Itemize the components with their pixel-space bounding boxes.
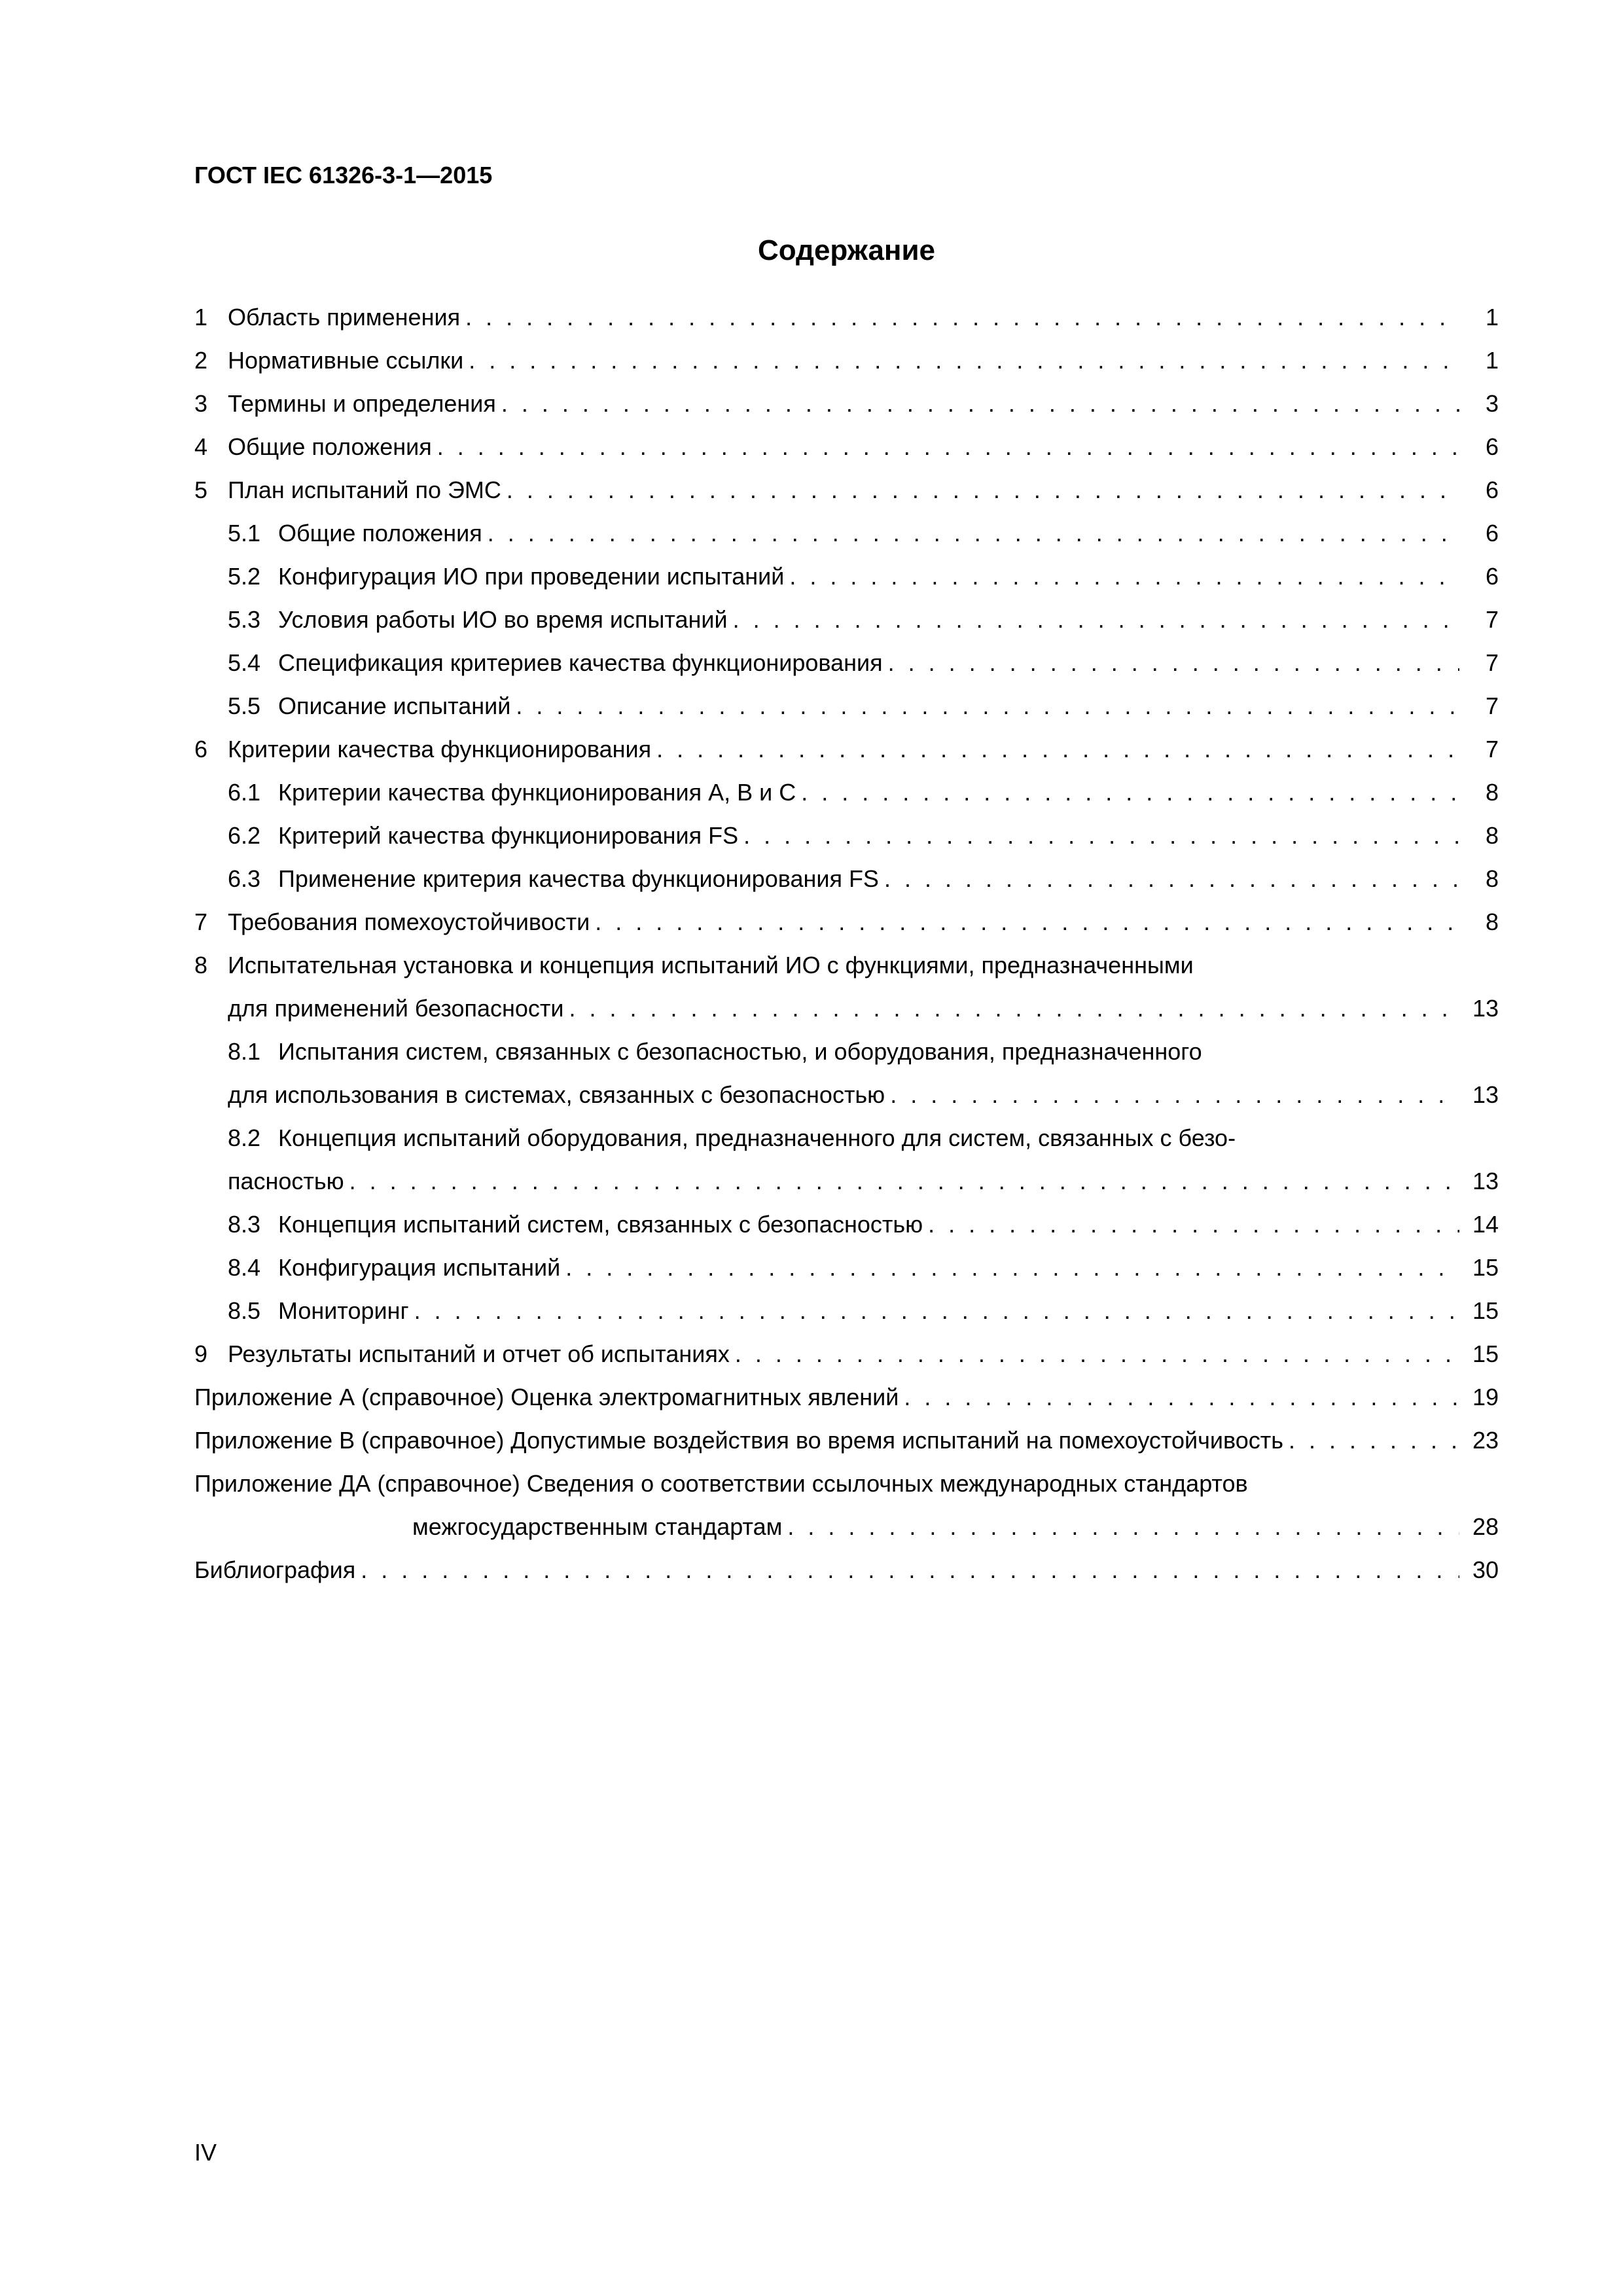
toc-entry-text: Общие положения (228, 433, 432, 460)
toc-page-number: 30 (1472, 1556, 1499, 1583)
toc-entry-number: 5.2 (228, 563, 261, 590)
toc-entry (194, 425, 1499, 469)
toc-entry (228, 512, 1499, 555)
toc-entry (228, 771, 1499, 814)
toc-page-number: 1 (1485, 304, 1499, 331)
toc-entry-text: Концепция испытаний систем, связанных с безопасностью (278, 1211, 923, 1238)
toc-entry-text: Критерий качества функционирования FS (278, 822, 739, 849)
toc-page-number: 6 (1485, 476, 1499, 503)
toc-entry-number: 5.4 (228, 649, 261, 676)
dot-leader (465, 296, 1459, 339)
toc-entry-text: Область применения (228, 304, 461, 331)
toc-entry-number: 1 (194, 304, 208, 331)
toc-entry-text: Критерии качества функционирования А, В и С (278, 779, 796, 806)
dot-leader (488, 512, 1459, 555)
standard-designation: ГОСТ IEC 61326-3-1—2015 (194, 162, 493, 188)
dot-leader (743, 814, 1459, 857)
dot-leader (787, 1505, 1459, 1549)
toc-page-number: 6 (1485, 433, 1499, 460)
toc-entry-text: План испытаний по ЭМС (228, 476, 501, 503)
toc-page-number: 1 (1485, 347, 1499, 374)
page-title: Содержание (757, 234, 936, 266)
toc-entry-text: пасностью (228, 1168, 344, 1194)
toc-entry-number: 7 (194, 908, 208, 935)
toc-entry (228, 555, 1499, 598)
toc-entry (228, 641, 1499, 685)
toc-entry-continuation (228, 987, 1499, 1030)
toc-entry-text: Критерии качества функционирования (228, 736, 652, 762)
toc-page-number: 13 (1472, 995, 1499, 1022)
dot-leader (656, 728, 1459, 771)
dot-leader (904, 1376, 1459, 1419)
dot-leader (437, 425, 1459, 469)
toc-entry-text: Испытательная установка и концепция испытаний ИО с функциями, предназначенными (228, 952, 1194, 978)
toc-entry-text: Конфигурация ИО при проведении испытаний (278, 563, 785, 590)
dot-leader (349, 1160, 1459, 1203)
toc-entry-number: 8.5 (228, 1297, 261, 1324)
toc-entry-number: 8.1 (228, 1038, 261, 1065)
toc-page-number: 7 (1485, 692, 1499, 719)
toc-entry (194, 1419, 1499, 1462)
toc-page-number: 8 (1485, 779, 1499, 806)
toc-entry-number: 8.3 (228, 1211, 261, 1238)
toc-entry-text: Приложение ДА (справочное) Сведения о соответствии ссылочных международных стандартов (194, 1470, 1248, 1497)
dot-leader (733, 598, 1459, 641)
toc-entry-text: Термины и определения (228, 390, 496, 417)
toc-entry-continuation (228, 1073, 1499, 1117)
toc-entry (228, 685, 1499, 728)
table-of-contents (194, 296, 1499, 1592)
toc-entry-text: Условия работы ИО во время испытаний (278, 606, 728, 633)
toc-entry (194, 1333, 1499, 1376)
toc-entry (194, 382, 1499, 425)
toc-entry (228, 814, 1499, 857)
toc-page-number: 19 (1472, 1384, 1499, 1410)
toc-entry (194, 1549, 1499, 1592)
toc-entry-number: 5.1 (228, 520, 261, 547)
toc-page-number: 7 (1485, 736, 1499, 762)
toc-page-number: 7 (1485, 606, 1499, 633)
page-number-footer: IV (194, 2139, 217, 2166)
toc-entry-text: Концепция испытаний оборудования, предназначенного для систем, связанных с безо- (278, 1124, 1236, 1151)
toc-page-number: 6 (1485, 520, 1499, 547)
dot-leader (884, 857, 1459, 901)
toc-entry-number: 6.3 (228, 865, 261, 892)
toc-page-number: 14 (1472, 1211, 1499, 1238)
toc-entry (228, 1289, 1499, 1333)
toc-entry-text: межгосударственным стандартам (412, 1513, 783, 1540)
toc-entry (194, 901, 1499, 944)
toc-entry-text: Нормативные ссылки (228, 347, 464, 374)
toc-entry (194, 339, 1499, 382)
toc-entry-text: Конфигурация испытаний (278, 1254, 561, 1281)
dot-leader (565, 1246, 1459, 1289)
toc-entry (194, 728, 1499, 771)
toc-entry-text: Спецификация критериев качества функционирования (278, 649, 883, 676)
toc-page-number: 6 (1485, 563, 1499, 590)
dot-leader (507, 469, 1459, 512)
dot-leader (595, 901, 1459, 944)
toc-page-number: 8 (1485, 822, 1499, 849)
toc-entry-number: 5 (194, 476, 208, 503)
toc-page-number: 15 (1472, 1254, 1499, 1281)
dot-leader (735, 1333, 1459, 1376)
toc-entry (228, 1246, 1499, 1289)
toc-entry (194, 469, 1499, 512)
toc-page-number: 7 (1485, 649, 1499, 676)
dot-leader (469, 339, 1459, 382)
toc-page-number: 13 (1472, 1081, 1499, 1108)
toc-entry (194, 1376, 1499, 1419)
toc-entry-number: 5.3 (228, 606, 261, 633)
toc-entry (228, 1117, 1499, 1160)
toc-entry (194, 296, 1499, 339)
toc-entry (194, 1462, 1499, 1505)
toc-page-number: 15 (1472, 1340, 1499, 1367)
toc-entry-text: для использования в системах, связанных с безопасностью (228, 1081, 885, 1108)
toc-entry-continuation (412, 1505, 1499, 1549)
toc-entry-number: 4 (194, 433, 208, 460)
toc-entry-text: Применение критерия качества функционирования FS (278, 865, 879, 892)
toc-entry-text: Описание испытаний (278, 692, 511, 719)
dot-leader (1289, 1419, 1459, 1462)
dot-leader (890, 1073, 1459, 1117)
toc-entry-text: Испытания систем, связанных с безопасностью, и оборудования, предназначенного (278, 1038, 1202, 1065)
dot-leader (928, 1203, 1459, 1246)
toc-entry-text: Мониторинг (278, 1297, 409, 1324)
toc-entry-number: 8 (194, 952, 208, 978)
toc-entry-number: 8.2 (228, 1124, 261, 1151)
toc-page-number: 8 (1485, 908, 1499, 935)
toc-entry-text: Требования помехоустойчивости (228, 908, 590, 935)
toc-entry-text: Результаты испытаний и отчет об испытаниях (228, 1340, 730, 1367)
toc-page-number: 8 (1485, 865, 1499, 892)
toc-page-number: 15 (1472, 1297, 1499, 1324)
toc-entry-text: для применений безопасности (228, 995, 564, 1022)
toc-entry-number: 3 (194, 390, 208, 417)
toc-entry (228, 598, 1499, 641)
dot-leader (888, 641, 1459, 685)
dot-leader (414, 1289, 1459, 1333)
dot-leader (569, 987, 1460, 1030)
toc-entry-text: Приложение В (справочное) Допустимые воздействия во время испытаний на помехоустойчивость (194, 1427, 1283, 1454)
toc-entry-number: 5.5 (228, 692, 261, 719)
toc-entry-continuation (228, 1160, 1499, 1203)
toc-page-number: 13 (1472, 1168, 1499, 1194)
toc-entry (228, 1030, 1499, 1073)
dot-leader (501, 382, 1459, 425)
toc-entry-number: 6 (194, 736, 208, 762)
toc-entry (228, 857, 1499, 901)
toc-entry (194, 944, 1499, 987)
toc-entry-number: 8.4 (228, 1254, 261, 1281)
toc-entry-number: 9 (194, 1340, 208, 1367)
dot-leader (361, 1549, 1459, 1592)
toc-entry-number: 6.1 (228, 779, 261, 806)
toc-entry-number: 6.2 (228, 822, 261, 849)
toc-entry-number: 2 (194, 347, 208, 374)
toc-page-number: 3 (1485, 390, 1499, 417)
toc-page-number: 23 (1472, 1427, 1499, 1454)
toc-entry (228, 1203, 1499, 1246)
dot-leader (801, 771, 1459, 814)
toc-entry-text: Общие положения (278, 520, 482, 547)
dot-leader (516, 685, 1459, 728)
toc-entry-text: Библиография (194, 1556, 356, 1583)
toc-page-number: 28 (1472, 1513, 1499, 1540)
toc-entry-text: Приложение А (справочное) Оценка электромагнитных явлений (194, 1384, 899, 1410)
dot-leader (789, 555, 1459, 598)
